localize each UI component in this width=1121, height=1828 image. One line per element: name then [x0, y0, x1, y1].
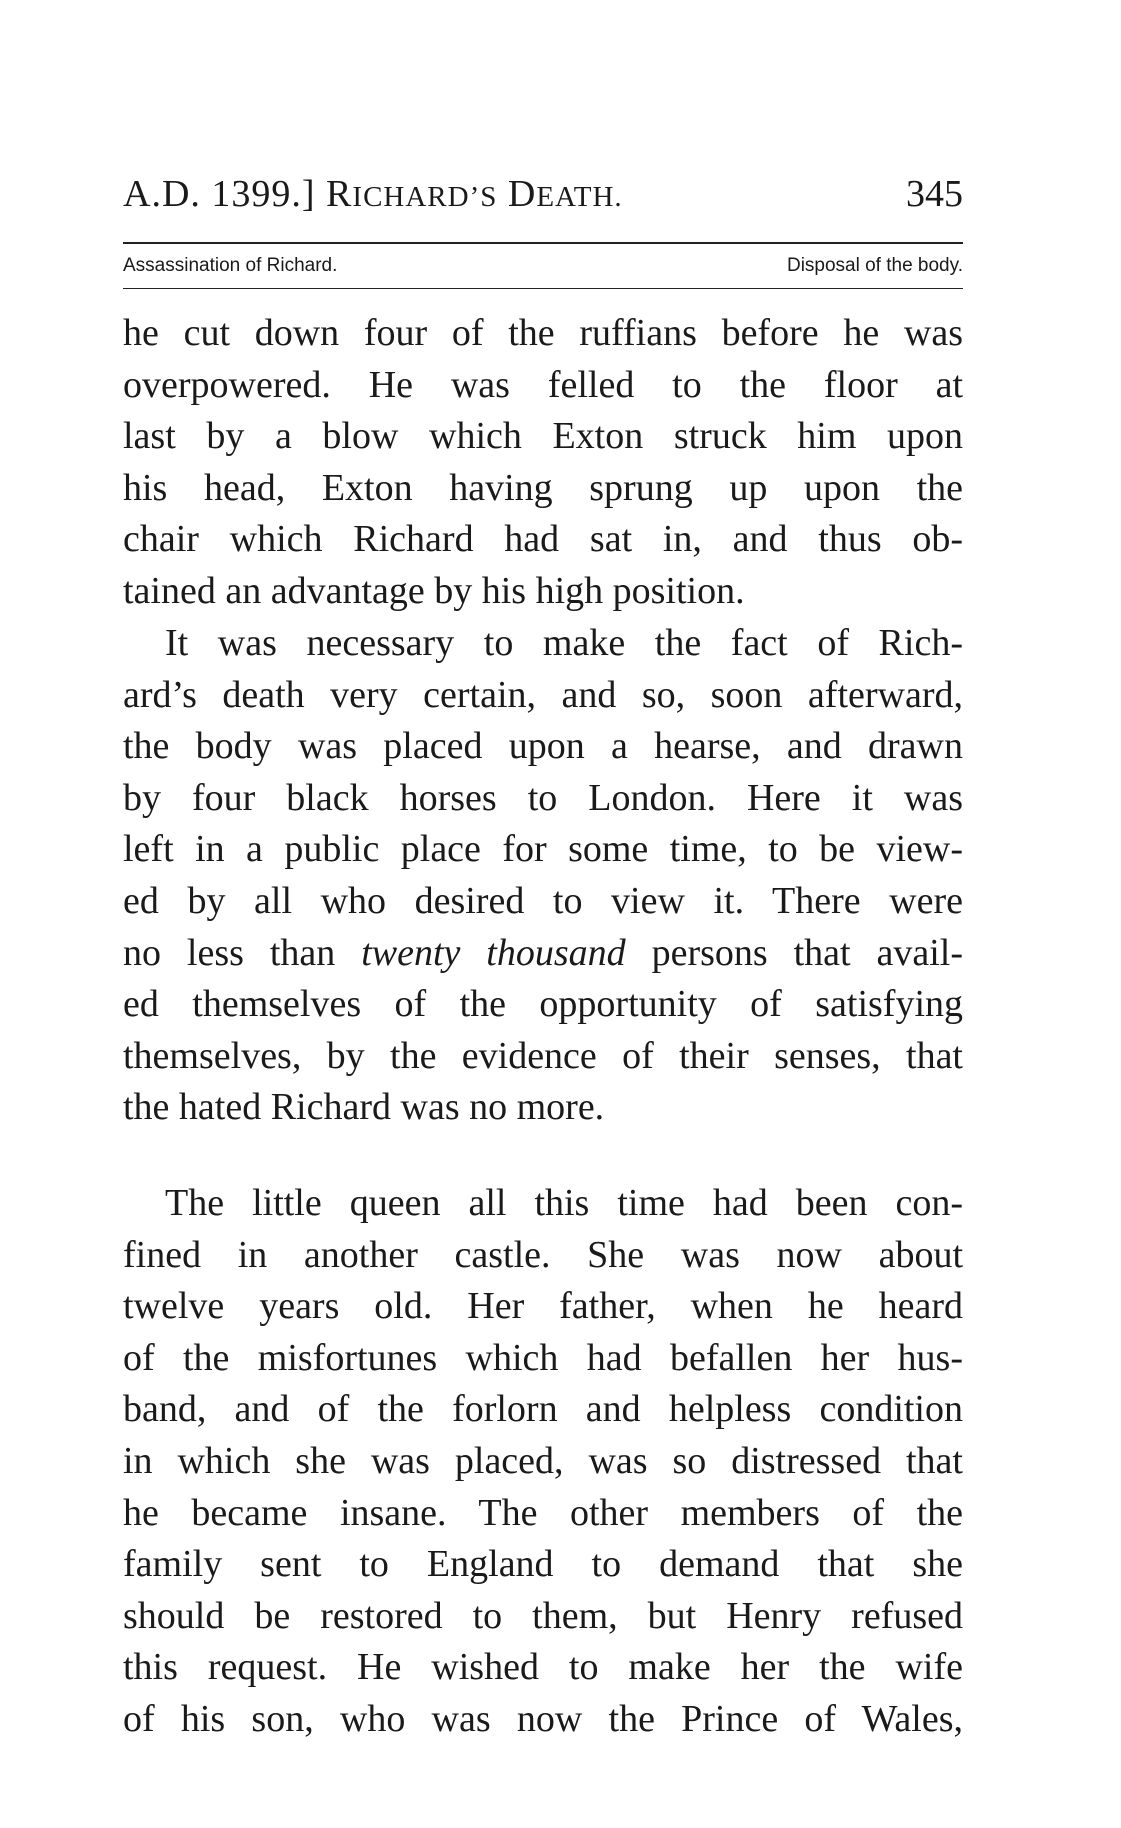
text-line: family sent to England to demand that she — [123, 1543, 963, 1586]
text-line: ard’s death very certain, and so, soon afterward, — [123, 673, 963, 716]
subhead-right: Disposal of the body. — [786, 255, 963, 276]
emphasis: twenty thousand — [361, 931, 626, 974]
text-line: left in a public place for some time, to be view- — [123, 828, 963, 871]
subhead-left: Assassination of Richard. — [123, 255, 338, 276]
text-line: he became insane. The other members of the — [123, 1491, 963, 1534]
text-line: of the misfortunes which had befallen her hus- — [123, 1336, 963, 1379]
text-line: no less than twenty thousand persons that avail- — [123, 931, 963, 974]
text-line: band, and of the forlorn and helpless condition — [123, 1388, 963, 1431]
text-line: The little queen all this time had been con- — [165, 1182, 963, 1224]
text-line: the body was placed upon a hearse, and drawn — [123, 725, 963, 768]
text-line: chair which Richard had sat in, and thus ob- — [123, 518, 963, 561]
marginal-subheads — [123, 255, 963, 281]
header-rule — [123, 242, 963, 244]
text-line: fined in another castle. She was now about — [123, 1233, 963, 1276]
text-line: of his son, who was now the Prince of Wales, — [123, 1697, 963, 1740]
text-line: overpowered. He was felled to the floor at — [123, 363, 963, 406]
text-line: tained an advantage by his high position. — [123, 569, 745, 612]
text-line: ed themselves of the opportunity of satisfying — [123, 983, 963, 1026]
text-line: should be restored to them, but Henry refused — [123, 1594, 963, 1637]
text-line: in which she was placed, was so distressed that — [123, 1439, 963, 1482]
text-line: by four black horses to London. Here it was — [123, 776, 963, 819]
paragraph-1 — [123, 308, 963, 618]
text-line: the hated Richard was no more. — [123, 1086, 605, 1129]
text-line: last by a blow which Exton struck him upon — [123, 415, 963, 458]
text-line: twelve years old. Her father, when he heard — [123, 1285, 963, 1328]
page-number: 345 — [906, 173, 963, 215]
text-line: It was necessary to make the fact of Rich- — [165, 622, 963, 664]
text-line: themselves, by the evidence of their senses, that — [123, 1034, 963, 1077]
running-head-date: A.D. 1399.] — [123, 173, 316, 215]
running-head — [123, 172, 623, 216]
running-head-title: RICHARD’S DEATH. — [326, 173, 623, 215]
text-line: this request. He wished to make her the wife — [123, 1646, 963, 1689]
paragraph-2 — [123, 618, 963, 1134]
page-header — [123, 172, 963, 224]
paragraph-3 — [123, 1178, 963, 1746]
text-line: he cut down four of the ruffians before he was — [123, 312, 963, 354]
text-line: his head, Exton having sprung up upon the — [123, 466, 963, 509]
text-line: ed by all who desired to view it. There were — [123, 879, 963, 922]
subhead-rule — [123, 288, 963, 289]
